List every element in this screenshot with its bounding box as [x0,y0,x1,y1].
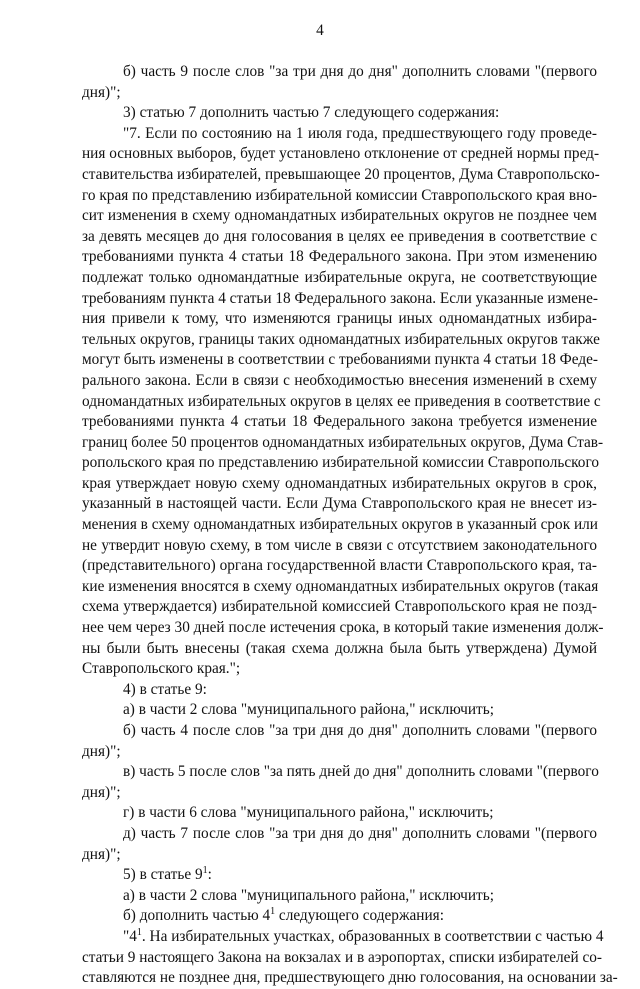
text-line: в) часть 5 после слов "за пять дней до дня" дополнить словами "(первого [123,763,599,781]
text-line: менения в схему одномандатных избирательных округов в указанный срок или [82,516,598,534]
text-line: подлежат только одномандатные избирательные округа, не соответствующие [82,268,597,286]
text-line: ны были быть внесены (такая схема должна была быть утверждена) Думой [82,639,597,657]
text-line: требованиям пункта 4 статьи 18 Федерального закона. Если указанные измене- [82,289,598,307]
text-line: 3) статью 7 дополнить частью 7 следующего содержания: [123,104,500,122]
text-line: границ более 50 процентов одномандатных избирательных округов, Дума Став- [82,433,604,451]
text-line: 4) в статье 9: [123,680,207,698]
superscript: 1 [270,906,276,918]
text-line: одномандатных избирательных округов в целях ее приведения в соответствие с [82,392,601,410]
text-line: г) в части 6 слова "муниципального района," исключить; [123,804,494,822]
text-line: ропольского края по представлению избирательной комиссии Ставропольского [82,454,599,472]
text-line: за девять месяцев до дня голосования в целях ее приведения в соответствие с [82,227,597,245]
text-line: сит изменения в схему одномандатных избирательных округов не позднее чем [82,207,597,225]
text-line: 5) в статье $9^1$: [123,865,212,884]
text-line: ставительства избирателей, превышающее 20 процентов, Дума Ставропольско- [82,165,600,183]
text-line: ставляются не позднее дня, предшествующего дню голосования, на основании за- [82,969,618,987]
text-line: го края по представлению избирательной комиссии Ставропольского края вно- [82,186,598,204]
page-number: 4 [316,22,324,39]
text-line: ния основных выборов, будет установлено отклонение от средней нормы пред- [82,145,600,163]
text-line: дня)"; [82,845,121,863]
text-line: требованиями пункта 4 статьи 18 Федерального закона требуется изменение [82,413,597,431]
text-line: б) дополнить частью $4^1$ следующего содержания: [123,906,444,925]
text-line: тельных округов, границы таких одномандатных избирательных округов также [82,330,600,348]
superscript: 1 [202,865,208,877]
text-line: кие изменения вносятся в схему одномандатных избирательных округов (такая [82,577,599,595]
text-line: ния привели к тому, что изменяются границы иных одномандатных избира- [82,310,597,328]
text-line: Ставропольского края."; [82,660,241,678]
text-line: "$4^1$. На избирательных участках, образованных в соответствии с частью 4 [123,926,604,945]
text-line: "7. Если по состоянию на 1 июля года, предшествующего году проведе- [123,124,597,142]
document-body [82,62,618,989]
text-line: дня)"; [82,83,121,101]
text-line: требованиями пункта 4 статьи 18 Федерального закона. При этом изменению [82,248,597,266]
text-line: статьи 9 настоящего Закона на вокзалах и в аэропортах, списки избирателей со- [82,948,603,966]
text-line: дня)"; [82,783,121,801]
text-line: края утверждает новую схему одномандатных избирательных округов в срок, [82,474,597,492]
text-line: могут быть изменены в соответствии с требованиями пункта 4 статьи 18 Феде- [82,351,599,369]
text-line: указанный в настоящей части. Если Дума Ставропольского края не внесет из- [82,495,597,513]
text-line: а) в части 2 слова "муниципального района," исключить; [123,701,494,719]
text-line: не утвердит новую схему, в том числе в связи с отсутствием законодательного [82,536,597,554]
text-line: дня)"; [82,742,121,760]
text-line: б) часть 9 после слов "за три дня до дня" дополнить словами "(первого [123,63,597,80]
superscript: 1 [136,926,142,938]
text-line: (представительного) органа государственной власти Ставропольского края, та- [82,557,597,575]
text-line: б) часть 4 после слов "за три дня до дня" дополнить словами "(первого [123,722,597,739]
text-line: д) часть 7 после слов "за три дня до дня" дополнить словами "(первого [123,824,597,842]
text-line: схема утверждается) избирательной комиссией Ставропольского края не позд- [82,598,597,616]
text-line: а) в части 2 слова "муниципального района," исключить; [123,886,494,904]
text-line: рального закона. Если в связи с необходимостью внесения изменений в схему [82,371,597,389]
text-line: нее чем через 30 дней после истечения срока, в который такие изменения долж- [82,619,604,637]
